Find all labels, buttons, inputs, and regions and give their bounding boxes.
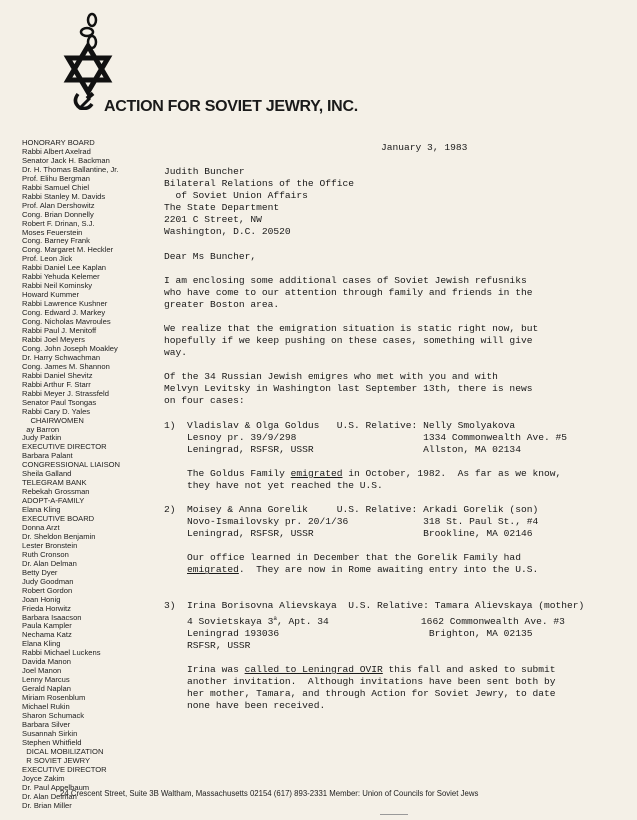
board-member-entry: CHAIRWOMEN	[22, 416, 84, 425]
board-member-entry: Rabbi Samuel Chiel	[22, 183, 90, 192]
board-member-entry: Prof. Alan Dershowitz	[22, 201, 95, 210]
case-line: 1) Vladislav & Olga Goldus U.S. Relative: Nelly Smolyakova	[164, 419, 516, 431]
board-member-entry: Rabbi Daniel Shevitz	[22, 371, 93, 380]
board-member-entry: Joyce Zakim	[22, 774, 65, 783]
board-member-entry: Rabbi Cary D. Yales	[22, 407, 91, 416]
letter-body	[164, 142, 624, 712]
paragraph-line: who have come to our attention through family and friends in the	[164, 286, 533, 298]
board-member-entry: Dr. Harry Schwachman	[22, 353, 101, 362]
board-member-entry: Robert F. Drinan, S.J.	[22, 219, 95, 228]
case-note: none have been received.	[187, 700, 326, 712]
address-line: of Soviet Union Affairs	[164, 190, 308, 202]
board-member-entry: Barbara Isaacson	[22, 613, 82, 622]
board-member-entry: Cong. John Joseph Moakley	[22, 344, 118, 353]
board-member-entry: Davida Manon	[22, 658, 71, 667]
board-member-entry: Rabbi Yehuda Kelemer	[22, 273, 100, 282]
board-member-entry: Dr. Alan Delman	[22, 792, 77, 801]
board-member-entry: ay Barron	[22, 425, 60, 434]
board-member-entry: Judy Patkin	[22, 434, 62, 443]
case-note: The Goldus Family emigrated in October, 1982. As far as we know,	[187, 467, 562, 479]
board-member-entry: Stephen Whitfield	[22, 738, 82, 747]
case-line: Leningrad, RSFSR, USSR Brookline, MA 02146	[164, 528, 533, 540]
salutation: Dear Ms Buncher,	[164, 250, 257, 262]
paragraph-line: on four cases:	[164, 395, 245, 407]
board-member-entry: Lenny Marcus	[22, 676, 70, 685]
address-line: Bilateral Relations of the Office	[164, 178, 354, 190]
board-member-entry: Sharon Schumack	[22, 712, 85, 720]
board-member-entry: Cong. Margaret M. Heckler	[22, 246, 114, 255]
paragraph-line: I am enclosing some additional cases of Soviet Jewish refusniks	[164, 274, 527, 286]
case-line: Leningrad, RSFSR, USSR Allston, MA 02134	[164, 443, 521, 455]
case-line: Leningrad 193036 Brighton, MA 02135	[164, 627, 533, 639]
board-member-entry: Miriam Rosenblum	[22, 694, 86, 703]
case-gorelik	[164, 504, 624, 576]
case-note: Our office learned in December that the Gorelik Family had	[187, 552, 521, 564]
board-member-entry: Dr. Sheldon Benjamin	[22, 532, 96, 541]
case-note: Irina was called to Leningrad OVIR this fall and asked to submit	[187, 664, 556, 675]
board-member-entry: Joan Honig	[22, 595, 61, 604]
board-member-entry: Elana Kling	[22, 506, 61, 515]
case-note: they have not yet reached the U.S.	[187, 479, 383, 491]
letterhead-footer: 24 Crescent Street, Suite 3B Waltham, Massachusetts 02154 (617) 893-2331 Member: Union of Councils for Soviet Jews	[60, 789, 479, 798]
board-member-entry: TELEGRAM BANK	[22, 479, 87, 488]
case-line: 3) Irina Borisovna Alievskaya U.S. Relative: Tamara Alievskaya (mother)	[164, 600, 585, 612]
board-member-entry: Robert Gordon	[22, 586, 73, 595]
board-member-entry: EXECUTIVE BOARD	[22, 515, 95, 524]
board-member-entry: Dr. Paul Appelbaum	[22, 783, 90, 792]
case-line: Lesnoy pr. 39/9/298 1334 Commonwealth Ave. #5	[164, 431, 568, 443]
board-member-entry: Cong. Nicholas Mavroules	[22, 318, 111, 327]
paragraph-line: We realize that the emigration situation is static right now, but	[164, 322, 539, 334]
board-member-entry: Susannah Sirkin	[22, 729, 78, 738]
board-member-entry: Barbara Silver	[22, 720, 71, 729]
board-member-entry: Gerald Naplan	[22, 685, 71, 694]
case-alievskaya	[164, 600, 624, 712]
board-member-entry: Cong. Barney Frank	[22, 237, 90, 246]
case-line: Novo-Ismailovsky pr. 20/1/36 318 St. Paul St., #4	[164, 516, 539, 528]
board-member-entry: Rabbi Paul J. Menitoff	[22, 327, 97, 336]
board-member-entry: Lester Bronstein	[22, 541, 78, 550]
organization-name: ACTION FOR SOVIET JEWRY, INC.	[104, 98, 358, 115]
paragraph-line: greater Boston area.	[164, 298, 280, 310]
board-member-entry: Ruth Cronson	[22, 550, 69, 559]
board-member-entry: Howard Kummer	[22, 291, 79, 300]
board-member-entry: Rabbi Michael Luckens	[22, 649, 101, 658]
board-member-entry: Dr. Alan Delman	[22, 559, 77, 568]
board-member-entry: Elana Kling	[22, 640, 61, 649]
board-member-entry: Dr. H. Thomas Ballantine, Jr.	[22, 165, 119, 174]
board-member-entry: Cong. James M. Shannon	[22, 362, 110, 371]
board-member-entry: Rabbi Meyer J. Strassfeld	[22, 389, 109, 398]
board-member-entry: Frieda Horwitz	[22, 604, 71, 613]
recipient-address	[164, 166, 624, 239]
board-member-entry: Prof. Elihu Bergman	[22, 174, 90, 183]
board-member-entry: DICAL MOBILIZATION	[22, 747, 104, 756]
board-member-entry: EXECUTIVE DIRECTOR	[22, 443, 107, 452]
board-member-entry: ADOPT-A-FAMILY	[22, 497, 85, 506]
board-member-entry: R SOVIET JEWRY	[22, 756, 91, 765]
board-member-entry: Senator Jack H. Backman	[22, 156, 110, 165]
star-of-david-emblem-icon	[62, 12, 114, 110]
board-member-entry: Prof. Leon Jick	[22, 255, 73, 264]
case-note: her mother, Tamara, and through Action for Soviet Jewry, to date	[187, 688, 556, 700]
board-member-entry: Cong. Edward J. Markey	[22, 309, 106, 318]
board-member-entry: EXECUTIVE DIRECTOR	[22, 765, 107, 774]
board-member-entry: Rabbi Stanley M. Davids	[22, 192, 106, 201]
board-member-entry: Moses Feuerstein	[22, 228, 83, 237]
board-member-entry: Donna Arzt	[22, 523, 60, 532]
board-member-entry: Betty Dyer	[22, 568, 58, 577]
case-line: RSFSR, USSR	[164, 639, 251, 651]
board-member-entry: Joel Manon	[22, 667, 62, 676]
board-member-entry: Nechama Katz	[22, 631, 72, 640]
address-line: Judith Buncher	[164, 166, 245, 177]
board-member-entry: HONORARY BOARD	[22, 139, 95, 147]
address-line: 2201 C Street, NW	[164, 214, 262, 226]
case-note: emigrated. They are now in Rome awaiting entry into the U.S.	[187, 564, 539, 576]
case-goldus	[164, 420, 624, 492]
case-note: another invitation. Although invitations have been sent both by	[187, 676, 556, 688]
board-member-list	[22, 139, 162, 810]
board-member-entry: CONGRESSIONAL LIAISON	[22, 461, 121, 470]
board-member-entry: Barbara Palant	[22, 452, 73, 461]
paragraph-line: way.	[164, 347, 188, 359]
board-member-entry: Rebekah Grossman	[22, 488, 90, 497]
board-member-entry: Paula Kampler	[22, 622, 72, 631]
paragraph-line: hopefully if we keep pushing on these cases, something will give	[164, 335, 533, 347]
case-line: 4 Sovietskaya 3$^a$, Apt. 34 1662 Commonwealth Ave. #3	[164, 614, 565, 627]
address-line: Washington, D.C. 20520	[164, 226, 291, 238]
address-line: The State Department	[164, 202, 280, 214]
page-edge-mark	[380, 814, 408, 815]
letter-date: January 3, 1983	[381, 142, 468, 153]
board-member-entry: Rabbi Lawrence Kushner	[22, 300, 108, 309]
board-member-entry: Dr. Brian Miller	[22, 801, 72, 810]
board-member-entry: Rabbi Neil Kominsky	[22, 282, 93, 291]
board-member-entry: Rabbi Arthur F. Starr	[22, 380, 91, 389]
board-member-entry: Rabbi Daniel Lee Kaplan	[22, 264, 107, 273]
case-line: 2) Moisey & Anna Gorelik U.S. Relative: Arkadi Gorelik (son)	[164, 503, 539, 515]
board-member-entry: Rabbi Albert Axelrad	[22, 147, 91, 156]
board-member-entry: Judy Goodman	[22, 577, 74, 586]
board-member-entry: Senator Paul Tsongas	[22, 398, 97, 407]
paragraph-line: Of the 34 Russian Jewish emigres who met with you and with	[164, 371, 498, 383]
board-member-entry: Michael Rukin	[22, 703, 70, 712]
board-member-entry: Rabbi Joel Meyers	[22, 335, 85, 344]
paragraph-line: Melvyn Levitsky in Washington last September 13th, there is news	[164, 383, 533, 395]
board-member-entry: Cong. Brian Donnelly	[22, 210, 94, 219]
board-member-entry: Sheila Galland	[22, 470, 72, 479]
